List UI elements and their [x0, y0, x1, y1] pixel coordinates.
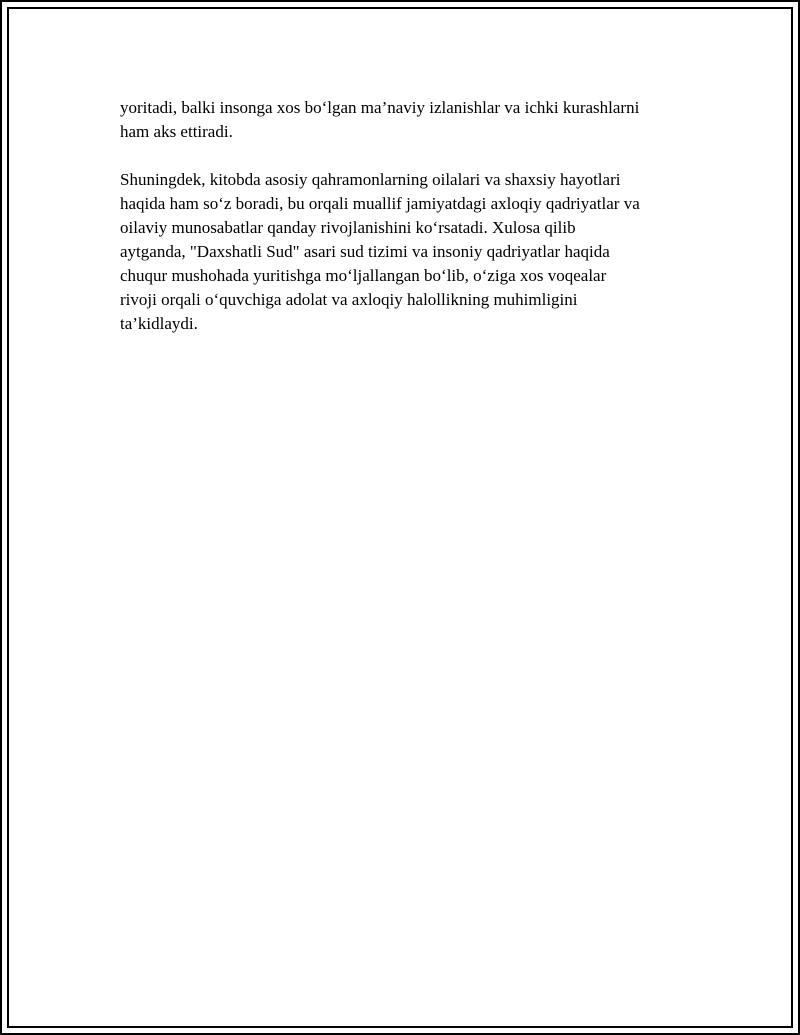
- paragraph-1: [120, 96, 690, 144]
- document-body: [120, 96, 690, 336]
- text-line: ham aks ettiradi.: [120, 122, 233, 141]
- text-line: yoritadi, balki insonga xos bo‘lgan ma’naviy izlanishlar va ichki kurashlarni: [120, 98, 640, 117]
- text-line: rivoji orqali o‘quvchiga adolat va axloqiy halollikning muhimligini: [120, 290, 578, 309]
- text-line: ta’kidlaydi.: [120, 314, 198, 333]
- text-line: haqida ham so‘z boradi, bu orqali muallif jamiyatdagi axloqiy qadriyatlar va: [120, 194, 640, 213]
- text-line: chuqur mushohada yuritishga mo‘ljallangan bo‘lib, o‘ziga xos voqealar: [120, 266, 607, 285]
- text-line: oilaviy munosabatlar qanday rivojlanishini ko‘rsatadi. Xulosa qilib: [120, 218, 576, 237]
- text-line: Shuningdek, kitobda asosiy qahramonlarning oilalari va shaxsiy hayotlari: [120, 170, 621, 189]
- paragraph-spacer: [120, 144, 690, 168]
- text-line: aytganda, "Daxshatli Sud" asari sud tizimi va insoniy qadriyatlar haqida: [120, 242, 610, 261]
- paragraph-2: [120, 168, 690, 336]
